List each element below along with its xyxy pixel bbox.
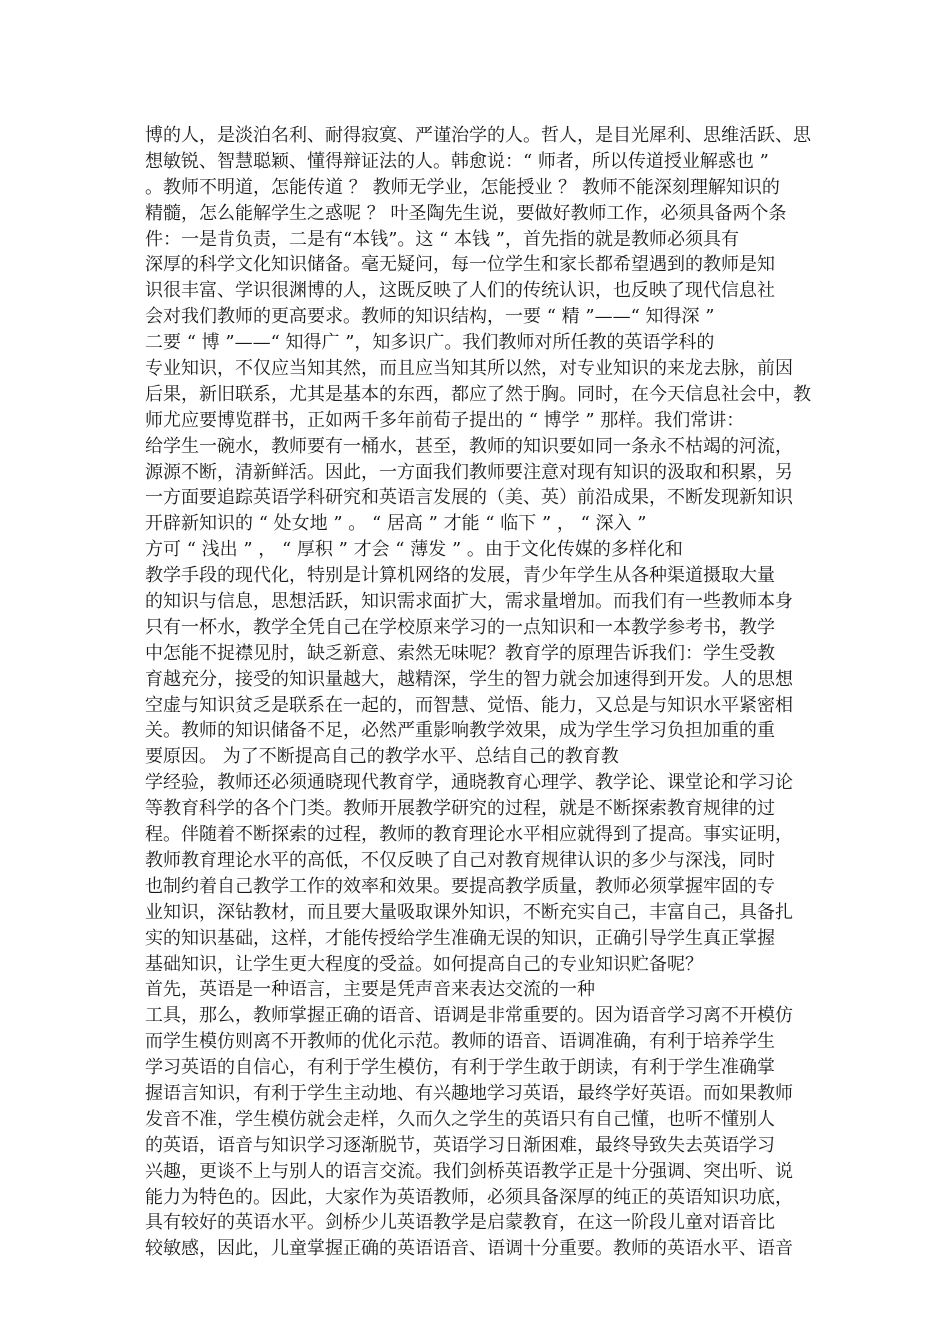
- text-line: 教师教育理论水平的高低，不仅反映了自己对教育规律认识的多少与深浅，同时: [145, 849, 775, 871]
- text-line: 博的人，是淡泊名利、耐得寂寞、严谨治学的人。哲人，是目光犀利、思维活跃、思: [145, 125, 811, 146]
- text-line: 教学手段的现代化，特别是计算机网络的发展，青少年学生从各种渠道摄取大量: [145, 565, 775, 587]
- text-line: 空虚与知识贫乏是联系在一起的，而智慧、觉悟、能力，又总是与知识水平紧密相: [145, 694, 793, 716]
- text-line: 师尤应要博览群书，正如两千多年前荀子提出的 “ 博学 ” 那样。我们常讲：: [145, 409, 745, 431]
- text-line: 育越充分，接受的知识量越大，越精深，学生的智力就会加速得到开发。人的思想: [145, 668, 793, 690]
- text-line: 识很丰富、学识很渊博的人，这既反映了人们的传统认识，也反映了现代信息社: [145, 280, 775, 302]
- text-line: 专业知识，不仅应当知其然，而且应当知其所以然，对专业知识的来龙去脉，前因: [145, 358, 793, 380]
- body-text: [145, 123, 815, 1262]
- text-line: 精髓，怎么能解学生之惑呢 ？ 叶圣陶先生说，要做好教师工作，必须具备两个条: [145, 202, 787, 224]
- text-line: 等教育科学的各个门类。教师开展教学研究的过程，就是不断探索教育规律的过: [145, 798, 775, 820]
- text-line: 较敏感，因此，儿童掌握正确的英语语音、语调十分重要。教师的英语水平、语音: [145, 1238, 793, 1260]
- text-line: 后果，新旧联系，尤其是基本的东西，都应了然于胸。同时，在今天信息社会中，教: [145, 383, 811, 405]
- text-line: 关。教师的知识储备不足，必然严重影响教学效果，成为学生学习负担加重的重: [145, 720, 775, 742]
- text-line: 发音不准，学生模仿就会走样，久而久之学生的英语只有自己懂，也听不懂别人: [145, 1108, 775, 1130]
- text-line: 基础知识，让学生更大程度的受益。如何提高自己的专业知识贮备呢？: [145, 953, 703, 975]
- text-line: 。教师不明道，怎能传道 ？ 教师无学业，怎能授业 ？ 教师不能深刻理解知识的: [145, 176, 780, 198]
- text-line: 要原因。 为了不断提高自己的教学水平、总结自己的教育教: [145, 746, 619, 768]
- text-line: 开辟新知识的 “ 处女地 ” 。 “ 居高 ” 才能 “ 临下 ” ， “ 深入 ”: [145, 513, 647, 535]
- text-line: 一方面要追踪英语学科研究和英语言发展的（美、英）前沿成果，不断发现新知识: [145, 487, 793, 509]
- text-line: 的英语，语音与知识学习逐渐脱节，英语学习日渐困难，最终导致失去英语学习: [145, 1134, 775, 1156]
- text-line: 深厚的科学文化知识储备。毫无疑问，每一位学生和家长都希望遇到的教师是知: [145, 254, 775, 276]
- text-line: 学习英语的自信心，有利于学生模仿，有利于学生敢于朗读，有利于学生准确掌: [145, 1057, 775, 1079]
- text-line: 握语言知识，有利于学生主动地、有兴趣地学习英语，最终学好英语。而如果教师: [145, 1082, 793, 1104]
- text-line: 会对我们教师的更高要求。教师的知识结构，一要 “ 精 ”——“ 知得深 ”: [145, 306, 715, 328]
- text-line: 具有较好的英语水平。剑桥少儿英语教学是启蒙教育，在这一阶段儿童对语音比: [145, 1212, 775, 1234]
- text-line: 二要 “ 博 ”——“ 知得广 ”，知多识广。我们教师对所任教的英语学科的: [145, 332, 715, 354]
- text-line: 只有一杯水，教学全凭自己在学校原来学习的一点知识和一本教学参考书，教学: [145, 616, 775, 638]
- text-line: 的知识与信息，思想活跃，知识需求面扩大，需求量增加。而我们有一些教师本身: [145, 591, 793, 613]
- text-line: 业知识，深钻教材，而且要大量吸取课外知识，不断充实自己，丰富自己，具备扎: [145, 901, 793, 923]
- text-line: 程。伴随着不断探索的过程，教师的教育理论水平相应就得到了提高。事实证明，: [145, 824, 793, 846]
- text-line: 源源不断，清新鲜活。因此，一方面我们教师要注意对现有知识的汲取和积累，另: [145, 461, 793, 483]
- text-line: 给学生一碗水，教师要有一桶水，甚至，教师的知识要如同一条永不枯竭的河流，: [145, 435, 793, 457]
- text-line: 想敏锐、智慧聪颖、懂得辩证法的人。韩愈说：“ 师者，所以传道授业解惑也 ”: [145, 150, 769, 172]
- text-line: 中怎能不捉襟见肘，缺乏新意、索然无味呢？教育学的原理告诉我们：学生受教: [145, 642, 775, 664]
- text-line: 工具，那么，教师掌握正确的语音、语调是非常重要的。因为语音学习离不开模仿: [145, 1005, 793, 1027]
- text-line: 学经验，教师还必须通晓现代教育学，通晓教育心理学、教学论、课堂论和学习论: [145, 772, 793, 794]
- text-line: 兴趣，更谈不上与别人的语言交流。我们剑桥英语教学正是十分强调、突出听、说: [145, 1160, 793, 1182]
- text-line: 而学生模仿则离不开教师的优化示范。教师的语音、语调准确，有利于培养学生: [145, 1031, 775, 1053]
- text-line: 方可 “ 浅出 ” ， “ 厚积 ” 才会 “ 薄发 ” 。由于文化传媒的多样化和: [145, 539, 683, 561]
- text-line: 首先，英语是一种语言，主要是凭声音来表达交流的一种: [145, 979, 595, 1001]
- text-line: 也制约着自己教学工作的效率和效果。要提高教学质量，教师必须掌握牢固的专: [145, 875, 775, 897]
- text-line: 实的知识基础，这样，才能传授给学生准确无误的知识，正确引导学生真正掌握: [145, 927, 775, 949]
- text-line: 件：一是肯负责，二是有“本钱”。这 “ 本钱 ”，首先指的就是教师必须具有: [145, 228, 739, 250]
- text-line: 能力为特色的。因此，大家作为英语教师，必须具备深厚的纯正的英语知识功底，: [145, 1186, 793, 1208]
